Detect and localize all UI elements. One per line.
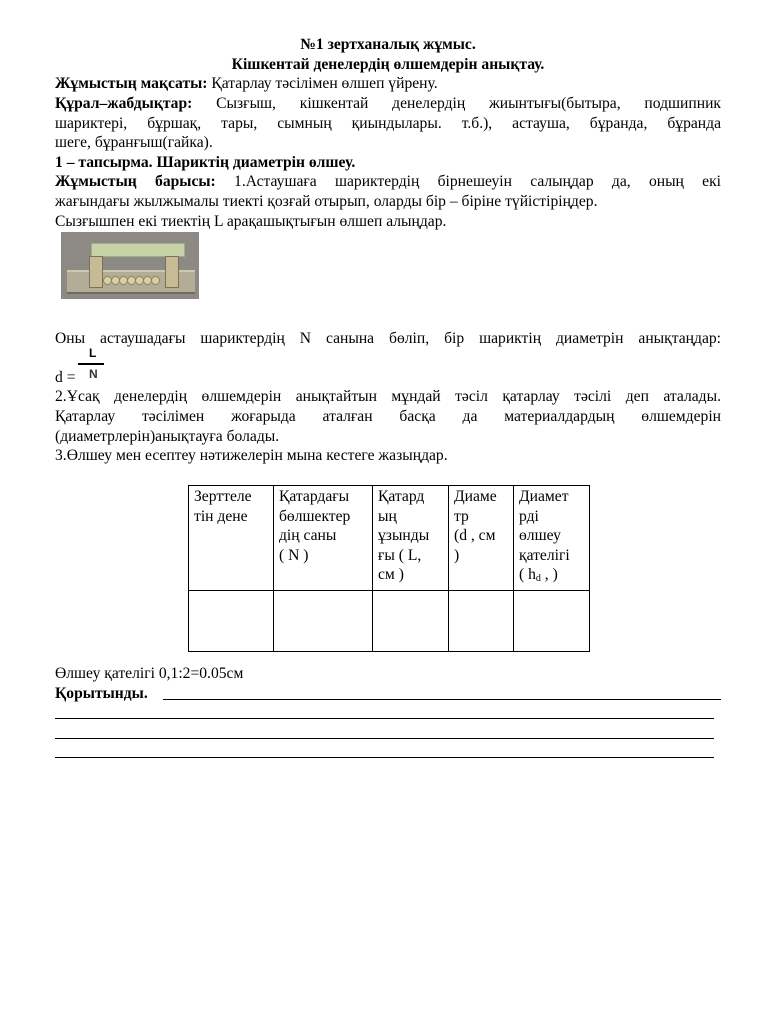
- table-cell[interactable]: [449, 590, 514, 651]
- procedure-line-2: жағындағы жылжымалы тиекті қозғай отырып, оларды бір – біріне түйістіріңдер.: [55, 193, 598, 210]
- procedure-line-1: [55, 172, 721, 192]
- tools-line-2: шариктері, бұршақ, тары, сымның қиындылары. т.б.), астауша, бұранда, бұранда: [55, 115, 721, 132]
- conclusion-blank-line[interactable]: [163, 699, 721, 700]
- header-cell-error: Диамет рді өлшеу қателігі ( $h_d$ , ): [514, 486, 590, 591]
- left-stop-image: [89, 256, 103, 288]
- ruler-image: [91, 243, 185, 257]
- note2-line-2: Қатарлау тәсілімен жоғарыда аталған басқа да материалдардың өлшемдерін: [55, 408, 721, 425]
- note2-line-3: (диаметрлерін)анықтауға болады.: [55, 428, 280, 445]
- results-table: [188, 485, 590, 652]
- fraction-bar: [78, 363, 104, 365]
- document-title: №1 зертханалық жұмыс.: [300, 36, 476, 53]
- formula-numerator: L: [89, 346, 97, 360]
- header-cell-length: Қатард ың ұзынды ғы ( L, см ): [373, 486, 449, 591]
- header-cell-body: Зерттеле тін дене: [189, 486, 274, 591]
- formula-denominator: N: [89, 367, 98, 381]
- document-subtitle: Кішкентай денелердің өлшемдерін анықтау.: [231, 56, 545, 73]
- header-cell-count: Қатардағы бөлшектер дің саны ( N ): [274, 486, 373, 591]
- procedure-label: Жұмыстың барысы:: [55, 173, 216, 190]
- conclusion-blank-line[interactable]: [55, 757, 714, 758]
- table-row: [189, 590, 590, 651]
- conclusion-blank-line[interactable]: [55, 738, 714, 739]
- conclusion-blank-line[interactable]: [55, 718, 714, 719]
- conclusion-label: Қорытынды.: [55, 685, 148, 702]
- tools-line-1: [55, 94, 721, 114]
- ball-image: [151, 276, 160, 285]
- tools-text-1: Сызғыш, кішкентай денелердің жиынтығы(бытыра, подшипник: [192, 95, 721, 112]
- note3-line: 3.Өлшеу мен есептеу нәтижелерін мына кестеге жазыңдар.: [55, 447, 448, 464]
- divide-instruction: Оны астаушадағы шариктердің N санына бөліп, бір шариктің диаметрін анықтаңдар:: [55, 330, 721, 347]
- note2-line-1: 2.Ұсақ денелердің өлшемдерін анықтайтын мұндай тәсіл қатарлау тәсілі деп аталады.: [55, 388, 721, 405]
- procedure-text-1: 1.Астаушаға шариктердің бірнешеуін салыңдар да, оның екі: [215, 173, 722, 190]
- error-line: Өлшеу қателігі 0,1:2=0.05см: [55, 665, 244, 682]
- tools-label: Құрал–жабдықтар:: [55, 95, 193, 112]
- goal-line: [55, 74, 721, 94]
- table-cell[interactable]: [373, 590, 449, 651]
- table-cell[interactable]: [189, 590, 274, 651]
- goal-text: Қатарлау тәсілімен өлшеп үйрену.: [207, 75, 438, 92]
- procedure-line-3: Сызғышпен екі тиектің L арақашықтығын өлшеп алыңдар.: [55, 213, 447, 230]
- table-cell[interactable]: [514, 590, 590, 651]
- tools-line-3: шеге, бұранғыш(гайка).: [55, 134, 213, 151]
- task1-heading: 1 – тапсырма. Шариктің диаметрін өлшеу.: [55, 154, 356, 171]
- right-stop-image: [165, 256, 179, 288]
- header-cell-diameter: Диаме тр (d , см ): [449, 486, 514, 591]
- formula-lhs: d =: [55, 369, 76, 386]
- table-header-row: [189, 486, 590, 591]
- table-cell[interactable]: [274, 590, 373, 651]
- goal-label: Жұмыстың мақсаты:: [55, 75, 208, 92]
- apparatus-photo: [61, 232, 199, 299]
